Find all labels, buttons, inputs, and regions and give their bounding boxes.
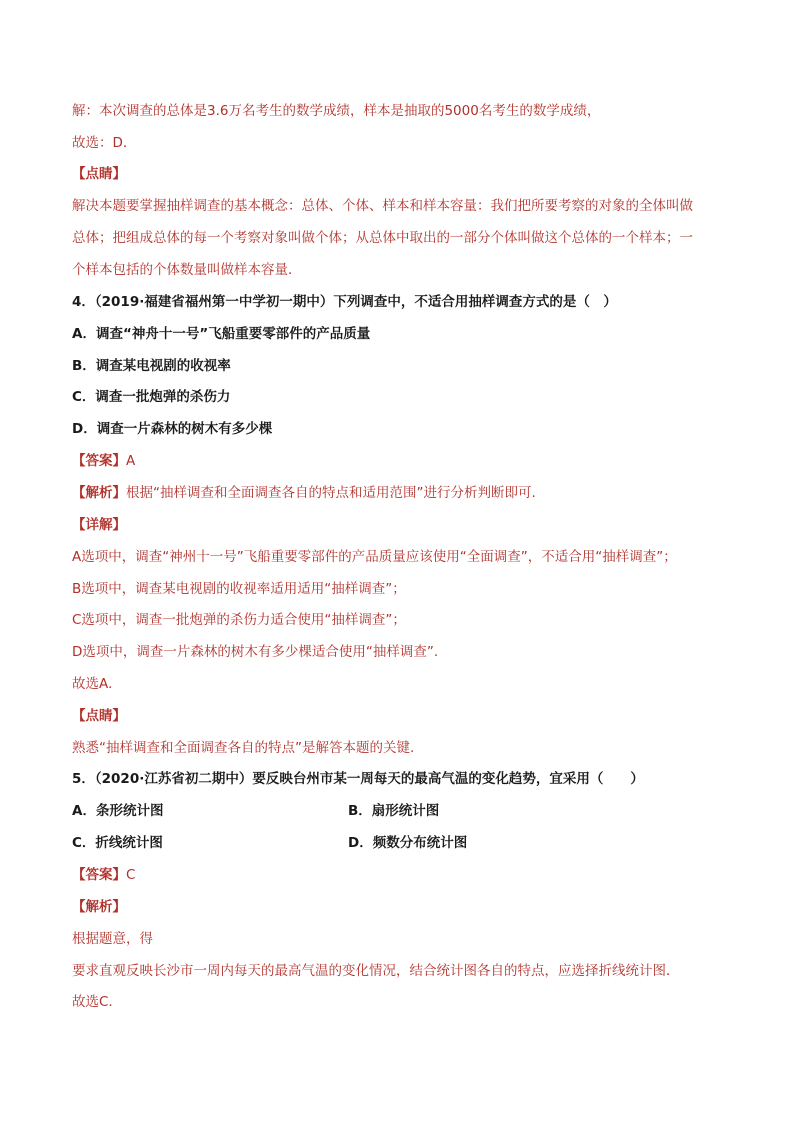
q4-analysis-tag: 【解析】 (72, 485, 126, 501)
q5-analysis-line-1: 根据题意，得 (72, 931, 153, 947)
q4-answer-line (72, 451, 732, 471)
q3-solution: 解：本次调查的总体是3.6万名考生的数学成绩，样本是抽取的5000名考生的数学成绩， (72, 103, 601, 119)
q5-analysis-tag: 【解析】 (72, 899, 126, 915)
q4-stem: 4．（2019·福建省福州第一中学初一期中）下列调查中，不适合用抽样调查方式的是（ ） (72, 294, 617, 310)
q4-dianjing-text: 熟悉“抽样调查和全面调查各自的特点”是解答本题的关键. (72, 740, 415, 756)
q4-answer-value: A (126, 453, 136, 469)
q5-option-c: C．折线统计图 (72, 835, 163, 851)
q4-analysis-line (72, 483, 732, 503)
q4-answer-tag: 【答案】 (72, 453, 126, 469)
q4-dianjing-tag: 【点睛】 (72, 708, 126, 724)
q5-option-a: A．条形统计图 (72, 803, 164, 819)
q4-analysis-text: 根据“抽样调查和全面调查各自的特点和适用范围”进行分析判断即可. (126, 485, 536, 501)
q4-detail-line-4: D选项中，调查一片森林的树木有多少棵适合使用“抽样调查”. (72, 644, 439, 660)
q5-analysis-line-2: 要求直观反映长沙市一周内每天的最高气温的变化情况，结合统计图各自的特点，应选择折线统计图． (72, 963, 680, 979)
q5-option-b: B．扇形统计图 (348, 803, 440, 819)
q5-option-d: D．频数分布统计图 (348, 835, 468, 851)
q4-option-a: A．调查“神舟十一号”飞船重要零部件的产品质量 (72, 326, 371, 342)
q4-choose: 故选A. (72, 676, 113, 692)
q4-option-d: D．调查一片森林的树木有多少棵 (72, 421, 273, 437)
q3-dianjing-tag: 【点睛】 (72, 166, 126, 182)
q3-choose: 故选：D． (72, 135, 137, 151)
q4-detail-line-1: A选项中，调查“神州十一号”飞船重要零部件的产品质量应该使用“全面调查”，不适合用“抽样调查”； (72, 549, 677, 565)
q5-answer-tag: 【答案】 (72, 867, 126, 883)
q3-dianjing-line-1: 解决本题要掌握抽样调查的基本概念：总体、个体、样本和样本容量：我们把所要考察的对象的全体叫做 (72, 198, 693, 214)
q4-detail-tag: 【详解】 (72, 517, 126, 533)
q4-detail-line-3: C选项中，调查一批炮弹的杀伤力适合使用“抽样调查”； (72, 612, 406, 628)
q5-stem: 5．（2020·江苏省初二期中）要反映台州市某一周每天的最高气温的变化趋势，宜采用（ ） (72, 771, 644, 787)
q5-options-row-2 (72, 833, 732, 853)
q4-option-b: B．调查某电视剧的收视率 (72, 358, 231, 374)
q3-dianjing-line-2: 总体；把组成总体的每一个考察对象叫做个体；从总体中取出的一部分个体叫做这个总体的一个样本；一 (72, 230, 693, 246)
q3-dianjing-line-3: 个样本包括的个体数量叫做样本容量． (72, 262, 302, 278)
q5-answer-value: C (126, 867, 136, 883)
q4-option-c: C．调查一批炮弹的杀伤力 (72, 389, 231, 405)
q5-answer-line (72, 865, 732, 885)
q4-detail-line-2: B选项中，调查某电视剧的收视率适用适用“抽样调查”； (72, 581, 406, 597)
q5-analysis-line-3: 故选C. (72, 994, 113, 1010)
q5-options-row-1 (72, 801, 732, 821)
